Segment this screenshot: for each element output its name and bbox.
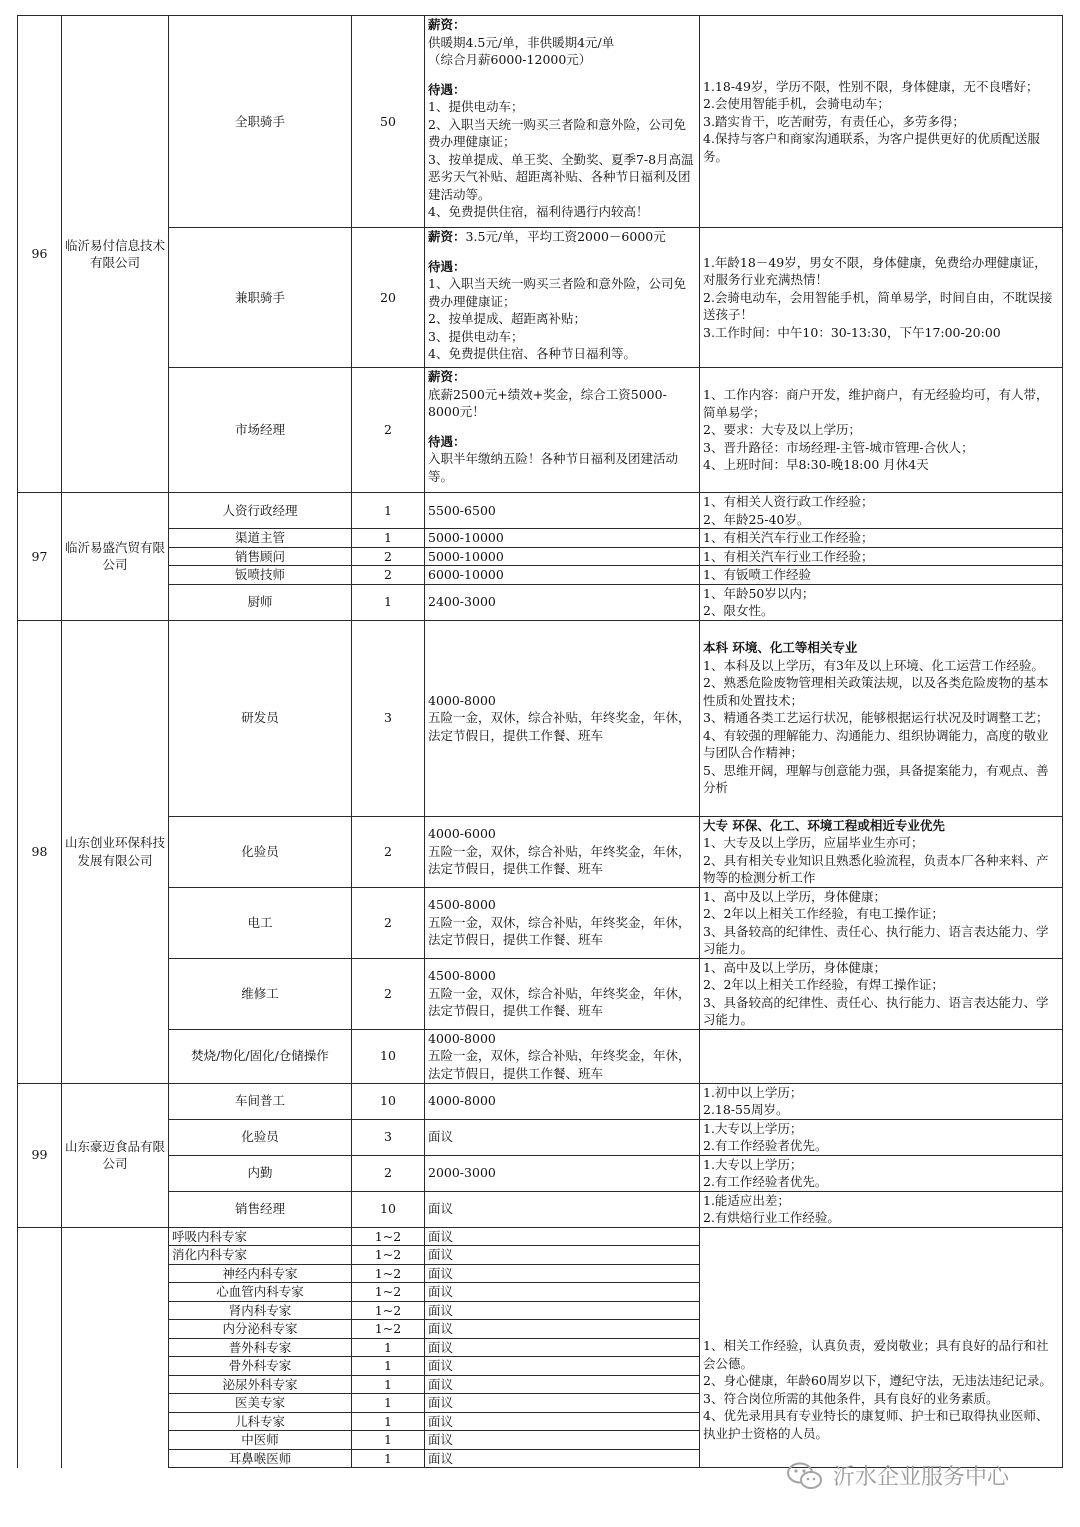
job-title: 销售经理: [169, 1191, 352, 1227]
text-line: 4000-8000: [428, 1030, 496, 1046]
text-line: 2.会骑电动车，会用智能手机，简单易学，时间自由，不耽误接送孩子！: [703, 289, 1053, 323]
salary-benefits: [425, 1338, 700, 1357]
requirements: [700, 1119, 1063, 1155]
salary-benefits: [425, 566, 700, 585]
text-line: 4000-8000: [428, 1093, 496, 1109]
text-line: 面议: [428, 1228, 454, 1244]
text-line: 1、有相关汽车行业工作经验；: [703, 548, 874, 564]
headcount: 10: [352, 1029, 425, 1083]
job-title: 销售顾问: [169, 547, 352, 566]
table-row: [18, 529, 1063, 548]
text-line: 2.有烘焙行业工作经验。: [703, 1210, 840, 1225]
row-number: 99: [18, 1083, 62, 1227]
text-line: 1.大专以上学历；: [703, 1156, 803, 1172]
salary-benefits: [425, 1375, 700, 1394]
text-line: 4、上班时间：早8:30-晚18:00 月休4天: [703, 457, 929, 473]
text-line: 大专 环保、化工、环境工程或相近专业优先: [703, 817, 945, 833]
text-line: 3、提供电动车；: [428, 328, 524, 344]
salary-benefits: [425, 1394, 700, 1413]
text-line: 2、年龄25-40岁。: [703, 511, 810, 527]
table-row: [18, 958, 1063, 1029]
text-line: 2、具有相关专业知识且熟悉化验流程，负责本厂各种来料、产物等的检测分析工作: [703, 852, 1049, 885]
text-line: 4000-6000: [428, 826, 496, 842]
table-row: [18, 1227, 1063, 1246]
salary-benefits: [425, 1191, 700, 1227]
text-line: 2、熟悉危险废物管理相关政策法规，以及各类危险废物的基本性质和处置技术；: [703, 675, 1049, 708]
job-title: 呼吸内科专家: [169, 1227, 352, 1246]
text-line: 5、思维开阔，理解与创意能力强，具备提案能力，有观点、善分析: [703, 762, 1049, 796]
text-line: 五险一金，双休，综合补贴，年终奖金，年休，法定节假日，提供工作餐、班车: [428, 710, 691, 743]
text-line: 2.有工作经验者优先。: [703, 1174, 828, 1189]
text-line: 入职半年缴纳五险！各种节日福利及团建活动等。: [428, 451, 679, 484]
text-line: 3、晋升路径：市场经理-主管-城市管理-合伙人；: [703, 439, 974, 455]
salary-benefits: [425, 887, 700, 958]
text-line: 5000-10000: [428, 548, 504, 564]
job-title: 钣喷技师: [169, 566, 352, 585]
job-title: 耳鼻喉医师: [169, 1449, 352, 1468]
text-line: 薪资：: [428, 369, 466, 384]
text-line: 4、有较强的理解能力、沟通能力、组织协调能力，高度的敬业与团队合作精神；: [703, 727, 1049, 761]
text-line: 2.有工作经验者优先。: [703, 1138, 828, 1153]
salary-benefits: [425, 1119, 700, 1155]
job-listing-table: [17, 15, 1063, 1468]
headcount: 1: [352, 493, 425, 529]
job-title: 化验员: [169, 1119, 352, 1155]
requirements: [700, 493, 1063, 529]
requirements: [700, 816, 1063, 887]
wechat-icon: [785, 1461, 825, 1491]
text-line: 3、符合岗位所需的其他条件，具有良好的业务素质。: [703, 1390, 999, 1406]
requirements: [700, 620, 1063, 816]
job-title: 兼职骑手: [169, 228, 352, 368]
salary-benefits: [425, 529, 700, 548]
salary-benefits: [425, 1029, 700, 1083]
text-line: 待遇：: [428, 433, 466, 449]
headcount: 1~2: [352, 1246, 425, 1265]
salary-benefits: [425, 493, 700, 529]
text-line: 1.18-49岁，学历不限，性别不限，身体健康，无不良嗜好；: [703, 78, 1039, 94]
headcount: 1: [352, 1449, 425, 1468]
text-line: 1、高中及以上学历，身体健康；: [703, 959, 886, 975]
company-name: [62, 1227, 169, 1468]
text-line: 1、提供电动车；: [428, 99, 524, 114]
text-line: 4000-8000: [428, 692, 496, 708]
salary-benefits: [425, 1301, 700, 1320]
salary-benefits: [425, 1449, 700, 1468]
salary-benefits: [425, 1083, 700, 1119]
table-row: [18, 584, 1063, 620]
salary-benefits: [425, 1155, 700, 1191]
text-line: 2400-3000: [428, 594, 496, 610]
salary-benefits: [425, 1283, 700, 1302]
label-prefix: 薪资：: [428, 229, 466, 244]
text-line: 薪资：: [428, 17, 466, 32]
company-name: 临沂易盛汽贸有限公司: [62, 493, 169, 621]
text-line: 5500-6500: [428, 502, 496, 518]
salary-benefits: [425, 368, 700, 493]
text-line: 面议: [428, 1395, 454, 1410]
company-name: 山东创业环保科技发展有限公司: [62, 620, 169, 1083]
text-line: 2、要求：大专及以上学历；: [703, 422, 861, 438]
headcount: 2: [352, 816, 425, 887]
text-line: 面议: [428, 1265, 454, 1281]
table-row: [18, 887, 1063, 958]
salary-benefits: [425, 1320, 700, 1339]
requirements: [700, 368, 1063, 493]
job-title: 普外科专家: [169, 1338, 352, 1357]
headcount: 2: [352, 547, 425, 566]
job-title: 医美专家: [169, 1394, 352, 1413]
headcount: 1~2: [352, 1320, 425, 1339]
table-row: [18, 228, 1063, 368]
headcount: 10: [352, 1083, 425, 1119]
job-title: 车间普工: [169, 1083, 352, 1119]
text-line: 3、具备较高的纪律性、责任心、执行能力、语言表达能力、学习能力。: [703, 994, 1049, 1027]
text-line: 五险一金，双休，综合补贴，年终奖金，年休，法定节假日，提供工作餐、班车: [428, 914, 691, 948]
headcount: 1: [352, 1394, 425, 1413]
salary-benefits: [425, 1264, 700, 1283]
text-line: 面议: [428, 1247, 454, 1262]
requirements: [700, 1083, 1063, 1119]
text-line: 2、2年以上相关工作经验，有电工操作证；: [703, 906, 944, 921]
line-gap: [428, 246, 696, 258]
requirements: [700, 958, 1063, 1029]
text-line: 1、大专及以上学历，应届毕业生亦可；: [703, 835, 924, 850]
row-number: 97: [18, 493, 62, 621]
salary-benefits: [425, 1431, 700, 1450]
headcount: 1~2: [352, 1227, 425, 1246]
table-row: [18, 1029, 1063, 1083]
text-line: 2、2年以上相关工作经验，有焊工操作证；: [703, 977, 944, 992]
job-title: 研发员: [169, 620, 352, 816]
text-line: 4、免费提供住宿，福利待遇行内较高！: [428, 204, 649, 219]
text-line: 面议: [428, 1413, 454, 1429]
headcount: 2: [352, 368, 425, 493]
text-line: 1、本科及以上学历，有3年及以上环境、化工运营工作经验。: [703, 657, 1044, 673]
requirements: [700, 566, 1063, 585]
requirements: [700, 1155, 1063, 1191]
headcount: 2: [352, 887, 425, 958]
text-line: 1、入职当天统一购买三者险和意外险，公司免费办理健康证；: [428, 276, 686, 309]
text-line: 底薪2500元+绩效+奖金，综合工资5000-8000元！: [428, 386, 667, 419]
text-line: 2、按单提成、超距离补贴；: [428, 311, 586, 326]
text-line: 1.年龄18－49岁，男女不限，身体健康，免费给办理健康证，对服务行业充满热情！: [703, 254, 1047, 288]
headcount: 1~2: [352, 1264, 425, 1283]
table-row: [18, 1119, 1063, 1155]
job-title: 电工: [169, 887, 352, 958]
text-line: 面议: [428, 1302, 454, 1318]
text-line: 面议: [428, 1321, 454, 1336]
table-row: [18, 493, 1063, 529]
line-gap: [428, 421, 696, 433]
text-line: 2.18-55周岁。: [703, 1102, 789, 1117]
job-title: 内勤: [169, 1155, 352, 1191]
text-line: 4、免费提供住宿、各种节日福利等。: [428, 346, 636, 361]
table-row: [18, 547, 1063, 566]
headcount: 20: [352, 228, 425, 368]
watermark-text: 沂水企业服务中心: [833, 1465, 1010, 1490]
text-line: （综合月薪6000-12000元）: [428, 52, 592, 67]
row-number: [18, 1227, 62, 1468]
job-title: 肾内科专家: [169, 1301, 352, 1320]
salary-benefits: [425, 547, 700, 566]
requirements: [700, 1191, 1063, 1227]
text-line: 1.能适应出差；: [703, 1192, 790, 1208]
job-title: 全职骑手: [169, 16, 352, 228]
text-line: 4500-8000: [428, 968, 496, 984]
salary-benefits: [425, 1357, 700, 1376]
table-row: [18, 1155, 1063, 1191]
text-line: 3.踏实肯干，吃苦耐劳，有责任心，多劳多得；: [703, 113, 965, 129]
job-title: 内分泌科专家: [169, 1320, 352, 1339]
text-line: 面议: [428, 1432, 454, 1447]
text-line: 薪资：3.5元/单，平均工资2000－6000元: [428, 229, 666, 244]
text-line: 5000-10000: [428, 530, 504, 545]
salary-benefits: [425, 620, 700, 816]
salary-benefits: [425, 958, 700, 1029]
job-title: 心血管内科专家: [169, 1283, 352, 1302]
text-line: 3、按单提成、单王奖、全勤奖、夏季7-8月高温恶劣天气补贴、超距离补贴、各种节日福利及团建活动等。: [428, 151, 694, 202]
headcount: 50: [352, 16, 425, 228]
text-line: 3、具备较高的纪律性、责任心、执行能力、语言表达能力、学习能力。: [703, 923, 1049, 956]
requirements: [700, 1029, 1063, 1083]
table-row: [18, 368, 1063, 493]
text-line: 本科 环境、化工等相关专业: [703, 640, 858, 656]
text-line: 1、相关工作经验，认真负责，爱岗敬业；具有良好的品行和社会公德。: [703, 1338, 1049, 1371]
row-number: 98: [18, 620, 62, 1083]
text-line: 五险一金，双休，综合补贴，年终奖金，年休，法定节假日，提供工作餐、班车: [428, 843, 691, 877]
requirements: [700, 228, 1063, 368]
text-line: 五险一金，双休，综合补贴，年终奖金，年休，法定节假日，提供工作餐、班车: [428, 1048, 691, 1081]
watermark: [785, 1460, 1009, 1491]
company-name: 山东豪迈食品有限公司: [62, 1083, 169, 1227]
headcount: 2: [352, 958, 425, 1029]
text-line: 3.工作时间：中午10：30-13:30，下午17:00-20:00: [703, 324, 1001, 340]
headcount: 1: [352, 1338, 425, 1357]
text-line: 面议: [428, 1129, 454, 1145]
headcount: 3: [352, 620, 425, 816]
job-title: 维修工: [169, 958, 352, 1029]
job-title: 神经内科专家: [169, 1264, 352, 1283]
text-line: 面议: [428, 1201, 454, 1217]
table-row: [18, 620, 1063, 816]
table-row: [18, 16, 1063, 228]
headcount: 1: [352, 1357, 425, 1376]
headcount: 1~2: [352, 1301, 425, 1320]
text-line: 面议: [428, 1358, 454, 1373]
salary-benefits: [425, 584, 700, 620]
text-line: 面议: [428, 1376, 454, 1392]
line-gap: [428, 69, 696, 81]
headcount: 1: [352, 1375, 425, 1394]
text-line: 2、入职当天统一购买三者险和意外险，公司免费办理健康证；: [428, 116, 686, 149]
text-line: 1.大专以上学历；: [703, 1120, 803, 1136]
job-title: 市场经理: [169, 368, 352, 493]
text-line: 1、有钣喷工作经验: [703, 567, 811, 582]
salary-benefits: [425, 16, 700, 228]
text-line: 1、工作内容：商户开发，维护商户，有无经验均可，有人带，简单易学；: [703, 387, 1049, 420]
text-line: 6000-10000: [428, 567, 504, 582]
job-title: 中医师: [169, 1431, 352, 1450]
requirements: [700, 16, 1063, 228]
text-line: 2000-3000: [428, 1165, 496, 1181]
headcount: 1: [352, 529, 425, 548]
headcount: 1: [352, 1412, 425, 1431]
table-row: [18, 1083, 1063, 1119]
headcount: 3: [352, 1119, 425, 1155]
job-title: 儿科专家: [169, 1412, 352, 1431]
salary-benefits: [425, 1246, 700, 1265]
text-line: 1.初中以上学历；: [703, 1084, 803, 1100]
job-title: 消化内科专家: [169, 1246, 352, 1265]
row-number: 96: [18, 16, 62, 493]
salary-benefits: [425, 1227, 700, 1246]
text-line: 面议: [428, 1339, 454, 1355]
salary-benefits: [425, 816, 700, 887]
job-title: 化验员: [169, 816, 352, 887]
headcount: 2: [352, 566, 425, 585]
job-title: 渠道主管: [169, 529, 352, 548]
job-title: 泌尿外科专家: [169, 1375, 352, 1394]
text-line: 4.保持与客户和商家沟通联系，为客户提供更好的优质配送服务。: [703, 131, 1040, 164]
job-title: 骨外科专家: [169, 1357, 352, 1376]
text-line: 待遇：: [428, 81, 466, 97]
text-line: 1、高中及以上学历，身体健康；: [703, 888, 886, 904]
table-row: [18, 816, 1063, 887]
text-line: 4、优先录用具有专业特长的康复师、护士和已取得执业医师、执业护士资格的人员。: [703, 1408, 1049, 1441]
company-name: 临沂易付信息技术有限公司: [62, 16, 169, 493]
requirements: [700, 547, 1063, 566]
text-line: 面议: [428, 1450, 454, 1466]
text-line: 面议: [428, 1284, 454, 1299]
job-title: 焚烧/物化/固化/仓储操作: [169, 1029, 352, 1083]
headcount: 2: [352, 1155, 425, 1191]
requirements: [700, 887, 1063, 958]
text-line: 2、限女性。: [703, 603, 774, 618]
requirements: [700, 529, 1063, 548]
text-line: 1、年龄50岁以内；: [703, 585, 815, 601]
job-title: 厨师: [169, 584, 352, 620]
requirements: [700, 1227, 1063, 1468]
text-line: 1、有相关汽车行业工作经验；: [703, 530, 874, 545]
headcount: 1~2: [352, 1283, 425, 1302]
headcount: 10: [352, 1191, 425, 1227]
text-line: 2.会使用智能手机，会骑电动车；: [703, 96, 890, 112]
text-line: 供暖期4.5元/单，非供暖期4元/单: [428, 34, 615, 50]
text-line: 1、有相关人资行政工作经验；: [703, 494, 874, 509]
text-line: 待遇：: [428, 258, 466, 274]
table-row: [18, 566, 1063, 585]
headcount: 1: [352, 584, 425, 620]
text-line: 4500-8000: [428, 897, 496, 913]
salary-benefits: [425, 228, 700, 368]
text-line: 2、身心健康，年龄60周岁以下，遵纪守法，无违法违纪记录。: [703, 1373, 1052, 1389]
job-title: 人资行政经理: [169, 493, 352, 529]
text-line: 五险一金，双休，综合补贴，年终奖金，年休，法定节假日，提供工作餐、班车: [428, 985, 691, 1019]
headcount: 1: [352, 1431, 425, 1450]
requirements: [700, 584, 1063, 620]
text-line: 3、精通各类工艺运行状况，能够根据运行状况及时调整工艺；: [703, 710, 1049, 726]
table-row: [18, 1191, 1063, 1227]
salary-benefits: [425, 1412, 700, 1431]
